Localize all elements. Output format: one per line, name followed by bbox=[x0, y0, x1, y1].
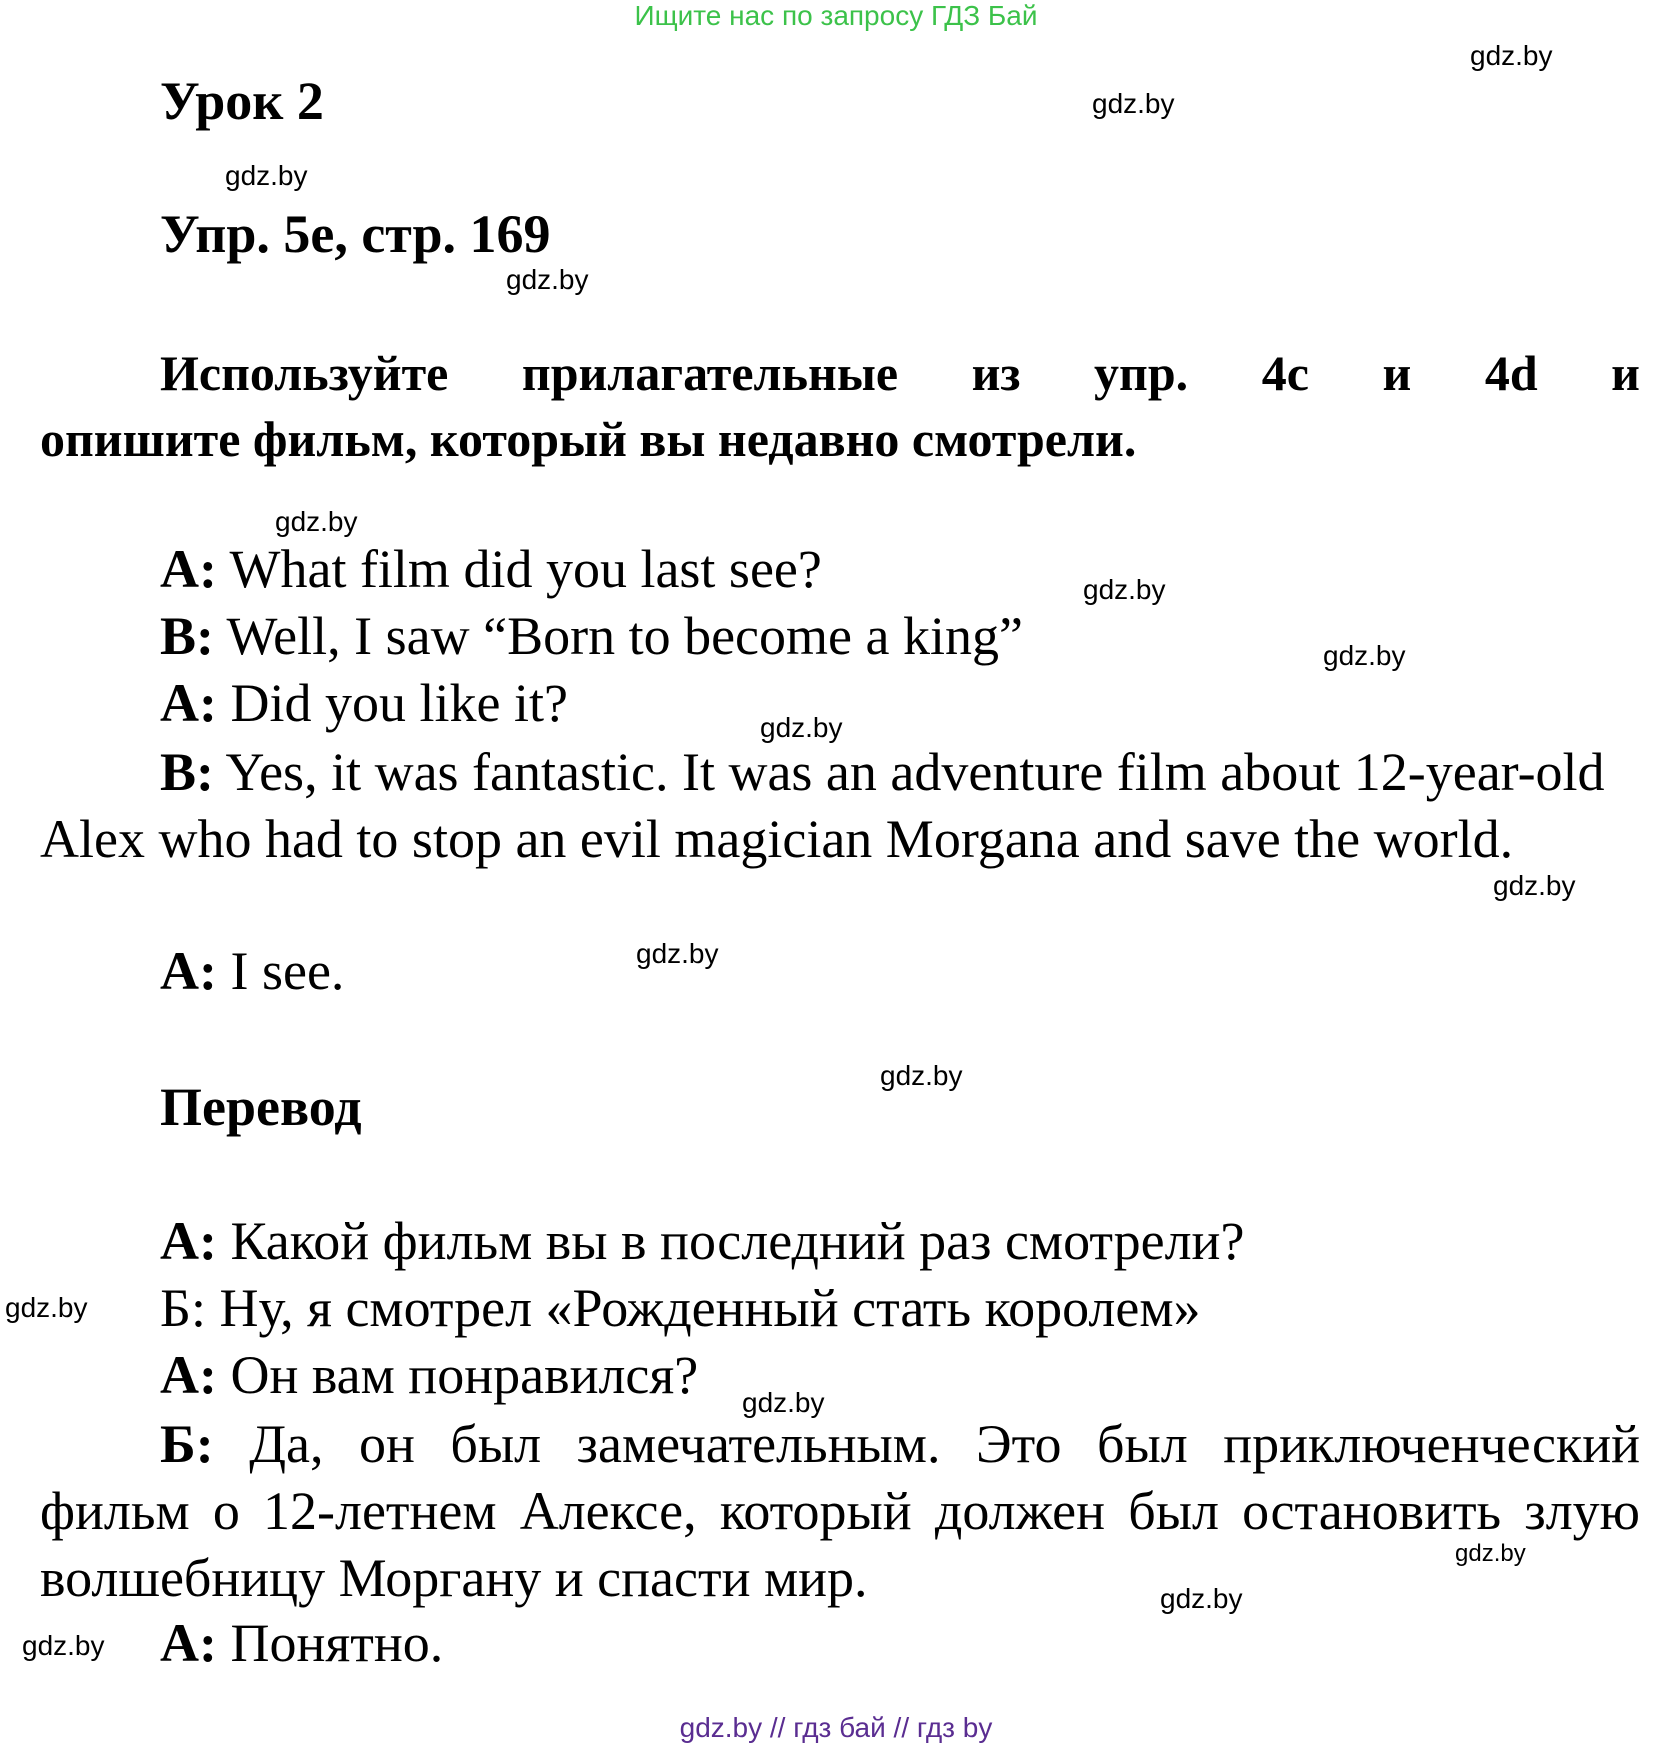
translation-line bbox=[160, 1344, 698, 1406]
speaker-label: A: bbox=[160, 673, 217, 733]
translation-paragraph bbox=[40, 1411, 1640, 1612]
line-text: Well, I saw “Born to become a king” bbox=[214, 606, 1023, 666]
speaker-label: А: bbox=[160, 1211, 217, 1271]
speaker-label: B: bbox=[160, 742, 214, 802]
line-text: Yes, it was fantastic. It was an adventure film about 12-year-old Alex who had to stop an evil magician Morgana and save the world. bbox=[40, 742, 1605, 869]
watermark: gdz.by bbox=[22, 1630, 105, 1661]
watermark: gdz.by bbox=[1083, 574, 1166, 605]
translation-title: Перевод bbox=[160, 1077, 362, 1137]
speaker-label: А: bbox=[160, 1345, 217, 1405]
line-text: Какой фильм вы в последний раз смотрели? bbox=[216, 1211, 1245, 1271]
speaker-label: B: bbox=[160, 606, 214, 666]
watermark: gdz.by bbox=[1470, 40, 1553, 71]
watermark: gdz.by bbox=[1092, 88, 1175, 119]
watermark: gdz.by bbox=[1493, 870, 1576, 901]
task-line-1: Используйте прилагательные из упр. 4c и 4d и bbox=[160, 345, 1640, 401]
watermark: gdz.by bbox=[1323, 640, 1406, 671]
speaker-label: A: bbox=[160, 539, 217, 599]
line-text: Понятно. bbox=[216, 1613, 444, 1673]
task-line-2: опишите фильм, который вы недавно смотрели. bbox=[40, 411, 1137, 467]
line-text: What film did you last see? bbox=[216, 539, 822, 599]
speaker-label: Б: bbox=[160, 1414, 214, 1474]
task-text bbox=[40, 340, 1640, 472]
dialogue-line bbox=[160, 940, 344, 1002]
speaker-label: А: bbox=[160, 1613, 217, 1673]
translation-line bbox=[160, 1210, 1244, 1272]
watermark: gdz.by bbox=[1160, 1583, 1243, 1614]
lesson-title: Урок 2 bbox=[160, 71, 324, 131]
dialogue-line bbox=[160, 605, 1023, 667]
watermark: gdz.by bbox=[5, 1292, 88, 1323]
bottom-banner[interactable]: gdz.by // гдз бай // гдз by bbox=[679, 1712, 993, 1743]
translation-line bbox=[160, 1277, 1201, 1339]
watermark: gdz.by bbox=[742, 1387, 825, 1418]
top-banner: Ищите нас по запросу ГДЗ Бай bbox=[634, 0, 1038, 31]
exercise-title: Упр. 5е, стр. 169 bbox=[160, 204, 551, 264]
speaker-label: A: bbox=[160, 941, 217, 1001]
dialogue-line bbox=[160, 672, 568, 734]
watermark: gdz.by bbox=[275, 506, 358, 537]
watermark: gdz.by bbox=[880, 1060, 963, 1091]
translation-line bbox=[160, 1612, 443, 1674]
dialogue-paragraph bbox=[40, 739, 1640, 873]
line-text: Did you like it? bbox=[216, 673, 568, 733]
watermark: gdz.by bbox=[225, 160, 308, 191]
line-text: Да, он был замечательным. Это был приключенческий фильм о 12-летнем Алексе, который должен был остановить злую волшебницу Моргану и спасти мир. bbox=[40, 1414, 1640, 1608]
watermark: gdz.by bbox=[1455, 1540, 1526, 1567]
watermark: gdz.by bbox=[760, 712, 843, 743]
watermark: gdz.by bbox=[506, 264, 589, 295]
line-text: Он вам понравился? bbox=[216, 1345, 699, 1405]
line-text: Б: Ну, я смотрел «Рожденный стать королем» bbox=[160, 1278, 1201, 1338]
dialogue-line bbox=[160, 538, 822, 600]
watermark: gdz.by bbox=[636, 938, 719, 969]
line-text: I see. bbox=[216, 941, 345, 1001]
